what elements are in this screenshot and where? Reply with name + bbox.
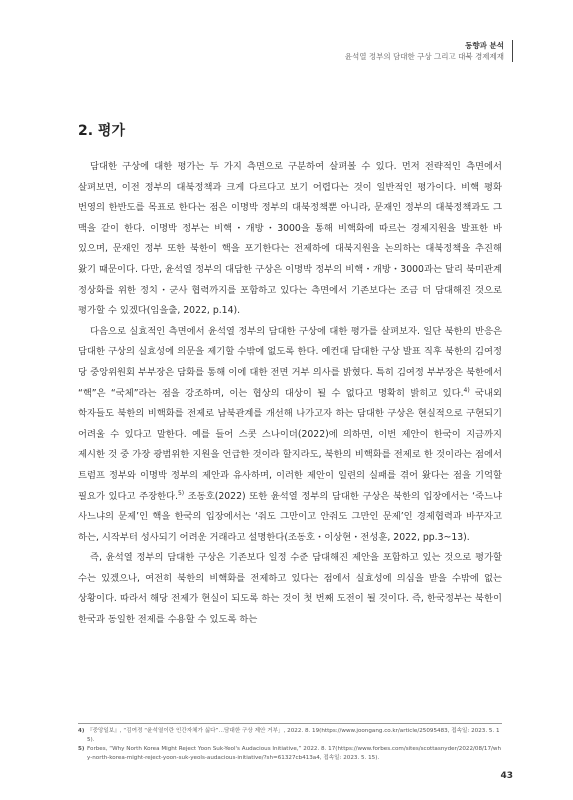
body-text <box>78 157 502 631</box>
footnote-divider <box>78 723 502 724</box>
paragraph-3: 즉, 윤석열 정부의 담대한 구상은 기존보다 일정 수준 담대해진 제안을 포함하고 있는 것으로 평가할 수는 있겠으나, 여전히 북한의 비핵화를 전제하고 있다는 점에서 실효성에 의심을 받을 수밖에 없는 상황이다. 따라서 해당 전제가 현실이 되도록 하는 것이 첫 번째 도전이 될 것이다. 즉, 한국정부는 북한이 한국과 동일한 전제를 수용할 수 있도록 하는 <box>78 552 502 626</box>
header-category: 동향과 분석 <box>465 41 504 50</box>
running-header <box>345 40 513 62</box>
paragraph-2-part-3: 조동호(2022) 또한 윤석열 정부의 담대한 구상은 북한의 입장에서는 ‘죽느냐 사느냐의 문제’인 핵을 한국의 입장에서는 ‘줘도 그만이고 안줘도 그만인 문제’인 경제협력과 바꾸자고 하는, 시작부터 성사되기 어려운 거래라고 설명한다(조동호・이상현・전성훈, 2022, pp.3~13). <box>78 490 502 543</box>
footnote-ref-4[interactable]: 4) <box>463 386 470 394</box>
paragraph-1: 담대한 구상에 대한 평가는 두 가지 측면으로 구분하여 살펴볼 수 있다. 먼저 전략적인 측면에서 살펴보면, 이전 정부의 대북정책과 크게 다르다고 보기 어렵다는 것이 일반적인 평가이다. 비핵 평화 번영의 한반도를 목표로 한다는 점은 이명박 정부의 대북정책뿐 아니라, 문재인 정부의 대북정책과도 그 맥을 같이 한다. 이명박 정부는 비핵・개방・3000을 통해 비핵화에 따르는 경제지원을 발표한 바 있으며, 문재인 정부 또한 북한이 핵을 포기한다는 전제하에 대북지원을 논의하는 대북정책을 추진해 왔기 때문이다. 다만, 윤석열 정부의 대담한 구상은 이명박 정부의 비핵・개방・3000과는 달리 북미관계 정상화를 위한 정치・군사 협력까지를 포함하고 있다는 측면에서 기존보다는 조금 더 담대해진 것으로 평가할 수 있겠다(임을출, 2022, p.14). <box>78 161 502 317</box>
footnote-text: Forbes, “Why North Korea Might Reject Yoon Suk-Yeol's Audacious Initiative,” 2022. 8. 17(https://www.forbes.com/sites/scottasnyder/2022/08/17/why-north-korea-might-reject-yoon-suk-yeols-audacious-initiative/?sh=61327cb413a4, 접속일: 2023. 5. 15). <box>87 746 502 761</box>
footnote-ref-5[interactable]: 5) <box>177 489 185 497</box>
footnote-text: 『중앙일보』, “김여정 “윤석열이란 인간자체가 싫다”…담대한 구상 제안 거부」, 2022. 8. 19(https://www.joongang.co.kr/article/25095483, 접속일: 2023. 5. 15). <box>87 728 500 743</box>
footnote-number: 5) <box>78 746 85 753</box>
section-title: 2. 평가 <box>78 123 125 139</box>
footnote-number: 4) <box>78 728 85 734</box>
paragraph-2-part-2: 국내외 학자들도 북한의 비핵화를 전제로 남북관계를 개선해 나가고자 하는 담대한 구상은 현실적으로 구현되기 어려울 수 있다고 말한다. 예를 들어 스콧 스나이더(2022)에 의하면, 이번 제안이 한국이 지금까지 제시한 것 중 가장 광범위한 지원을 언급한 것이라 할지라도, 북한의 비핵화를 전제로 한 것이라는 점에서 트럼프 정부와 이명박 정부의 제안과 유사하며, 이러한 제안이 일련의 실패를 겪어 왔다는 점을 기억할 필요가 있다고 주장한다. <box>78 387 502 502</box>
page-number: 43 <box>500 771 513 781</box>
paragraph-2 <box>78 322 502 549</box>
header-subtitle: 윤석열 정부의 담대한 구상 그리고 대북 경제제재 <box>344 52 504 61</box>
paragraph-2-part-1: 다음으로 실효적인 측면에서 윤석열 정부의 담대한 구상에 대한 평가를 살펴보자. 일단 북한의 반응은 담대한 구상의 실효성에 의문을 제기할 수밖에 없도록 한다. 예컨대 담대한 구상 발표 직후 북한의 김여정 당 중앙위원회 부부장은 담화를 통해 이에 대한 전면 거부 의사를 밝혔다. 특히 김여정 부부장은 북한에서 “핵”은 “국체”라는 점을 강조하며, 이는 협상의 대상이 될 수 없다고 명확히 밝히고 있다. <box>78 325 502 399</box>
footnote-4 <box>78 727 502 744</box>
footnotes <box>78 727 502 763</box>
footnote-5 <box>78 745 502 762</box>
